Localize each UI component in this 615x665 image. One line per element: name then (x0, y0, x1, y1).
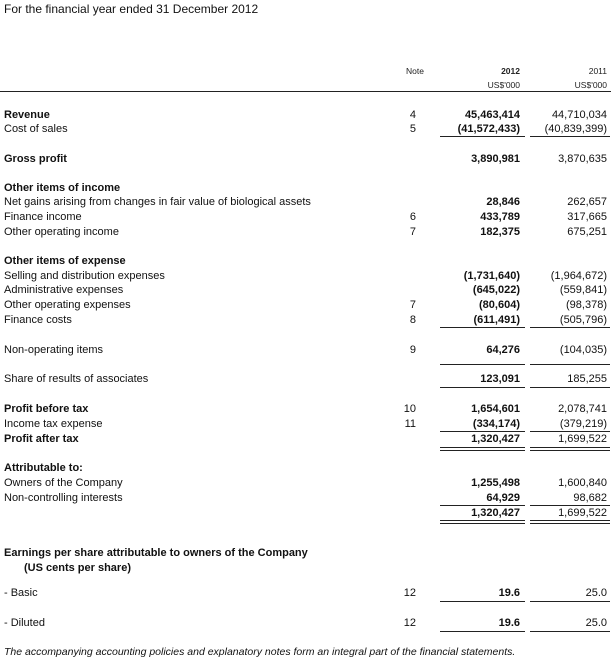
total-double-rule (440, 523, 525, 524)
value-2011: (98,378) (566, 299, 607, 311)
row-label: Attributable to: (4, 462, 83, 474)
row-note: 4 (409, 109, 416, 121)
row-label: Gross profit (4, 153, 67, 165)
row-note: 7 (409, 299, 416, 311)
subtotal-rule (440, 431, 525, 432)
value-2011: 675,251 (567, 226, 607, 238)
total-rule (440, 447, 525, 448)
row-label: Earnings per share attributable to owners of the Company (4, 547, 308, 559)
subtotal-rule (440, 505, 525, 506)
value-2011: 2,078,741 (558, 403, 607, 415)
table-row (0, 269, 615, 283)
value-2011: (505,796) (559, 314, 607, 326)
row-label: Non-controlling interests (4, 492, 123, 504)
value-2011: 185,255 (567, 373, 607, 385)
value-2012: 182,375 (480, 226, 520, 238)
note-column-header: Note (406, 66, 424, 76)
unit-2011-header: US$'000 (574, 80, 607, 90)
row-label: Profit after tax (4, 433, 79, 445)
row-label: Profit before tax (4, 403, 89, 415)
total-rule (440, 601, 525, 602)
table-row (0, 491, 615, 505)
header-rule (0, 91, 611, 92)
table-row (0, 225, 615, 239)
value-2011: 98,682 (573, 492, 607, 504)
subtotal-rule (440, 364, 525, 365)
row-label: Other items of expense (4, 255, 126, 267)
value-2011: 3,870,635 (558, 153, 607, 165)
total-double-rule (530, 523, 610, 524)
statement-period: For the financial year ended 31 December 2012 (4, 2, 259, 16)
value-2012: 45,463,414 (464, 109, 520, 121)
value-2011: (104,035) (559, 344, 607, 356)
table-row (0, 108, 615, 122)
table-row (0, 402, 615, 416)
section-heading (0, 546, 615, 560)
value-2012: 19.6 (498, 587, 520, 599)
section-heading (0, 461, 615, 475)
table-row (0, 432, 615, 446)
value-2011: 44,710,034 (551, 109, 607, 121)
value-2012: 433,789 (480, 211, 520, 223)
subtotal-rule (530, 364, 610, 365)
row-note: 6 (409, 211, 416, 223)
total-rule (530, 520, 610, 521)
value-2011: (1,964,672) (550, 270, 607, 282)
table-row (0, 417, 615, 431)
year-2011-header: 2011 (588, 66, 607, 76)
year-2012-header: 2012 (501, 66, 520, 76)
subtotal-rule (440, 327, 525, 328)
footnote: The accompanying accounting policies and explanatory notes form an integral part of the financial statements. (4, 646, 516, 658)
value-2011: 1,600,840 (558, 477, 607, 489)
subtotal-rule (530, 431, 610, 432)
row-label: Revenue (4, 109, 50, 121)
subtotal-rule (440, 387, 525, 388)
row-note: 7 (409, 226, 416, 238)
total-row (0, 506, 615, 520)
table-row (0, 152, 615, 166)
row-label: Income tax expense (4, 418, 103, 430)
row-note: 8 (409, 314, 416, 326)
value-2012: 64,276 (486, 344, 520, 356)
value-2011: (379,219) (559, 418, 607, 430)
row-label: (US cents per share) (24, 562, 131, 574)
value-2012: (334,174) (472, 418, 520, 430)
section-heading (0, 181, 615, 195)
table-row (0, 195, 615, 209)
value-2012: 1,654,601 (471, 403, 520, 415)
total-rule (530, 631, 610, 632)
value-2011: (559,841) (559, 284, 607, 296)
value-2011: (40,839,399) (544, 123, 607, 135)
row-label: Other items of income (4, 182, 121, 194)
total-rule (530, 447, 610, 448)
value-2011: 317,665 (567, 211, 607, 223)
table-row (0, 283, 615, 297)
section-heading (0, 254, 615, 268)
value-2011: 25.0 (585, 587, 607, 599)
row-label: Selling and distribution expenses (4, 270, 165, 282)
row-note: 5 (409, 123, 416, 135)
table-row (0, 372, 615, 386)
subtotal-rule (530, 387, 610, 388)
total-rule (440, 631, 525, 632)
row-label: Net gains arising from changes in fair value of biological assets (4, 196, 311, 208)
total-rule (530, 601, 610, 602)
row-note: 10 (403, 403, 416, 415)
row-label: Other operating expenses (4, 299, 131, 311)
value-2011: 1,699,522 (558, 507, 607, 519)
table-row (0, 586, 615, 600)
value-2012: 3,890,981 (471, 153, 520, 165)
value-2012: 1,255,498 (471, 477, 520, 489)
value-2012: (80,604) (479, 299, 520, 311)
row-label: - Diluted (4, 617, 45, 629)
table-row (0, 122, 615, 136)
value-2012: (611,491) (473, 314, 520, 326)
row-label: Finance costs (4, 314, 72, 326)
row-note: 12 (403, 587, 416, 599)
total-double-rule (440, 450, 525, 451)
total-rule (440, 520, 525, 521)
value-2011: 25.0 (585, 617, 607, 629)
value-2012: 123,091 (480, 373, 520, 385)
total-double-rule (530, 450, 610, 451)
value-2012: 64,929 (486, 492, 520, 504)
value-2012: (645,022) (472, 284, 520, 296)
table-row (0, 476, 615, 490)
subtotal-rule (530, 505, 610, 506)
table-row (0, 343, 615, 357)
value-2011: 262,657 (567, 196, 607, 208)
row-label: Owners of the Company (4, 477, 123, 489)
unit-2012-header: US$'000 (487, 80, 520, 90)
subtotal-rule (440, 136, 525, 137)
row-label: Other operating income (4, 226, 119, 238)
row-label: Finance income (4, 211, 82, 223)
value-2012: (41,572,433) (457, 123, 520, 135)
row-label: Non-operating items (4, 344, 104, 356)
table-row (0, 210, 615, 224)
value-2012: 19.6 (498, 617, 520, 629)
value-2011: 1,699,522 (558, 433, 607, 445)
row-note: 9 (409, 344, 416, 356)
subtotal-rule (530, 327, 610, 328)
value-2012: 1,320,427 (471, 507, 520, 519)
section-heading (0, 561, 615, 575)
value-2012: (1,731,640) (463, 270, 520, 282)
table-row (0, 313, 615, 327)
row-label: - Basic (4, 587, 38, 599)
table-row (0, 298, 615, 312)
value-2012: 1,320,427 (471, 433, 520, 445)
row-note: 11 (404, 418, 416, 430)
subtotal-rule (530, 136, 610, 137)
table-row (0, 616, 615, 630)
row-label: Administrative expenses (4, 284, 124, 296)
row-label: Cost of sales (4, 123, 68, 135)
row-note: 12 (403, 617, 416, 629)
value-2012: 28,846 (486, 196, 520, 208)
row-label: Share of results of associates (4, 373, 149, 385)
